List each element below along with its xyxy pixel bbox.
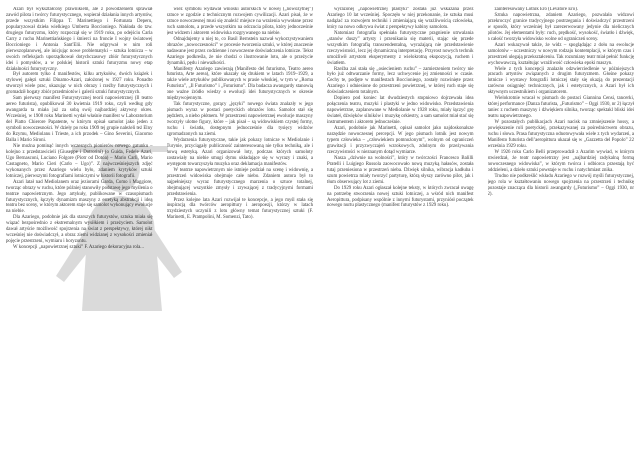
paragraph: Natomiast fotografia spełniała futurystyczne pragnienie utrwalania „stanów duszy” artysty i przenikania się materii, stając się przede wszystkim fotografią transcendentalną, wyrażającą nie przedstawienie rzeczywistości, lecz jej dynamiczną interpretację. Przyrost nowych technik umożliwił artystom eksperymenty z wielokrotną ekspozycją, ruchem i światłem.	[327, 30, 474, 66]
paragraph: W teatrze napowietrznym nie istnieje podział na scenę i widownię, a przestrzeń widowiska obejmuje całe niebo. Zdaniem autora był to najpełniejszy wyraz futurystycznego marzenia o sztuce totalnej, obejmującej wszystkie zmysły i zrywającej z tradycyjnymi formami przedstawienia.	[166, 167, 313, 197]
paragraph: Sam pierwszy manifest Futurystycznej teorii napowietrznej (Il teatro aereo futurista), opublikował 30 kwietnia 1919 roku, czyli według gdy awangarda ta miała już za sobą swój najbardziej aktywny okres. Wcześniej, w 1908 roku Marinetti wydał właśnie manifest w Laboratorium del Piatto Chierore Papatente, w którym opisał samolot jako jeden z symboli nowoczesności. W dzieły po roku 1909 tej grupie należeli też Elny do Rzymu, Mediolanu i Trieste, a ich przodek – Gino Severini, Giacomo Balla i Mario Sironi.	[6, 96, 153, 143]
paragraph: Był autorem tylko 4 manifestów, kilku artykułów, dwóch książek i stylowej gałęzi sztuki Dinamo-Azari, założonej w 1927 roku. Ponadto stworzył wiele prac, ukazując w nich obrazy i rzeźby futurystycznych i gromadził bogaty zbiór przedmiotów i galerii sztuki futurystycznych.	[6, 72, 153, 96]
text-column-3	[327, 7, 474, 448]
text-column-4	[488, 7, 635, 448]
paragraph: Przez kolejne lata Azari rozwijał te koncepcje, a jego myśl stała się inspiracją dla twórców aeropittury i aeropoezji, którzy w latach trzydziestych uczynili z lotu główny temat futurystycznej sztuki (F. Marinetti, E. Prampolini, M. Somenzi, Tato).	[166, 197, 313, 221]
paragraph: Wielokrotnie wracał w pismach do postaci Giannina Censi, tancerki, której performance (Danza futurista, „Futurismo” – Oggi 1930, nr 2) łączył taniec z ruchem maszyny i dźwiękiem silnika, tworząc spektakl bliski idei teatru napowietrznego.	[487, 96, 634, 120]
paragraph: W koncepcji „napowietrznej sztuki” F. Azariego dekoracyjna rola...	[13, 245, 144, 251]
paragraph: Nasza „dziwnie na wolności”, który w twórczości Francesco Balilli Pratelli i Luigiego Russola zaowocowało nową muzyką hałasów, została tutaj przeniesiona w przestrzeń nieba. Dźwięk silnika, wibracja kadłuba i szum powietrza miały tworzyć partyturę, którą słyszy zarówno pilot, jak i tłum obserwujący lot z ziemi.	[327, 155, 474, 185]
paragraph: Sztuka napowietrzna, zdaniem Azariego, pozwalała widzowi przekroczyć granice tradycyjnego postrzegania i doświadczyć przestrzeni w sposób, który wcześniej był zarezerwowany jedynie dla nielicznych pilotów. Jej elementami były: ruch, prędkość, wysokość, światło i dźwięk, a całość tworzyła widowisko wolne od ograniczeń sceny.	[487, 12, 634, 42]
text-column-1	[6, 7, 153, 448]
paragraph: wież symbolu wydawał wnioski autorskich w nowej („nowożytnej”) sztuce w zgodzie z technicznym rozwojem cywilizacji. Azari pisał, że w sztuce nowoczesnej musi się znaleźć miejsce na wrażenia wywołane przez ruch samolotu, a przede wszystkim na odczucia pilota, który jednocześnie jest widzem i aktorem widowiska rozgrywanego na niebie.	[166, 7, 313, 36]
paragraph: Trudno nie podkreślić wkładu Azariego w rozwój myśli futurystycznej, jego rola w kształtowaniu nowego spojrzenia na przestrzeń i technikę pozostaje znacząca dla historii awangardy („Futurismo” – Oggi 1930, nr 2).	[487, 173, 634, 197]
paragraph: Dla Azariego, podobnie jak dla starszych futurystów, sztuka miała się wiązać bezpośrednio z ekstremalnym wysiłkiem i przeżyciem. Samolot dawał artyście możliwość spojrzenia na świat z perspektywy, której nikt wcześniej nie doświadczył, a obraz ziemi widzianej z wysokości zmieniał pojęcie przestrzeni, wymiaru i horyzontu.	[6, 215, 153, 245]
paragraph: Nie można pominąć innych wczesnych pionierów nowego gatunku – kolejno z przedstawicieli (Giuseppe i Dotrorini) (o Guida, Fedele Azari, Ugo Bernasconi, Luciano Folgore (Piotr od Dotoa) – Mario Carli, Mario Castagneto, Mario Cieri (Carlo – Ugo)”. Z najwcześniejszych zdjęć wykonanych przez Azariego wielu było, zdaniem krytyków sztuki lotniczej, pierwszymi fotografiami lotniczymi w historii fotografii.	[6, 143, 153, 179]
paragraph: Azari był wykształcony prawnikiem, ale z powodzeniem sprawiał zawód pilota i twórcy futurystycznego, wspierał działania innych artystów, przede wszystkim Filippa T. Marinettiego i Fortunata Deperu, popularyzował dzieła wielkiego Umberta Boccioniego. Nakłada do tzw. drugiego futuryzmu, który rozpoczął się w 1919 roku, po odejściu Carla Carry z ruchu Marinettiańskiego i śmierci na froncie I wojny światowej Boccioniego i Antonia Sant'Elii. Nie odgrywał w nim roli pierwszoplanowej, ale inicjując nowe problematyki – sztuka lotnicza – w swoich refleksjach uporządkował dotychczasowy zbiór futurystycznych idei i pomysłów, a w polskiej historii sztuki futuryzmu nowy etap działalności futurystyczny.	[6, 7, 153, 72]
paragraph: zainteresowany Lotnik Ero (Levatore Ero).	[494, 7, 579, 12]
paragraph: Wydarzenia futurystyczne, takie jak pokazy lotnicze w Mediolanie i Turynie, przyciągały publiczność zainteresowaną nie tylko techniką, ale i nową estetyką. Azari organizował loty, podczas których samoloty zostawiały na niebie smugi dymu układające się w wyrazy i znaki, a występom towarzyszyła muzyka oraz deklamacja manifestów.	[166, 137, 313, 167]
paragraph: Dopiero pod koniec lat dwudziestych stopniowo dojrzewała idea połączenia teatru, muzyki i plastyki w jedno widowisko. Przedstawienia napowietrzne, zaplanowane w Mediolanie w 1928 roku, miały łączyć grę świateł, dźwięków silników i muzykę orkiestry, a sam samolot miał stać się instrumentem i aktorem jednocześnie.	[327, 96, 474, 126]
text-column-2	[167, 7, 314, 448]
paragraph: wyrażonej „napowietrznej plastyki” została już wskazana przez Azariego 10 lat wcześniej. Spoczęło w niej przekonanie, że sztuka musi nadążać za rozwojem techniki i zmieniającą się wrażliwością człowieka, który na nowo odkrywa świat z perspektywy kabiny samolotu.	[327, 7, 474, 30]
paragraph: Wiele z tych koncepcji znalazło odzwierciedlenie w późniejszych pracach artystów związanych z drugim futuryzmem. Głośne pokazy lotnicze i wystawy fotografii lotniczej stały się okazją do prezentacji zarówno osiągnięć technicznych, jak i estetycznych, a Azari był ich aktywnym uczestnikiem i organizatorem.	[487, 66, 634, 96]
paragraph: Azari, podobnie jak Marinetti, opisał samolot jako najdoskonalsze narzędzie nowoczesnej percepcji. W jego pismach lotnik jest nowym typem człowieka – „człowiekiem pomnożonym”, wolnym od ograniczeń grawitacji i przyzwyczajeń wzrokowych, zdolnym do przeżywania rzeczywistości w nieznanym dotąd wymiarze.	[327, 126, 474, 155]
paragraph: Do 1929 roku Azari ogłaszał kolejne teksty, w których zwracał uwagę na potrzebę stworzenia nowej sztuki lotniczej, a wśród nich manifest Aeropittura, podpisany wspólnie z innymi futurystami, przyniósł początek nowego nurtu plastycznego (manifest futurystów z 1929 roku).	[327, 185, 474, 209]
paragraph: Azari latał nad Mediolanem oraz jeziorami Garda, Como i Maggiore, tworząc obrazy w ruchu, które później stanowiły podstawę jego myślenia o teatrze napowietrznym. Jego artykuły, publikowane w czasopismach futurystycznych, łączyły dynamizm maszyny z estetyką abstrakcji i ideą teatru bez sceny, w którym aktorem staje się samolot wykonujący ewolucje na niebie.	[6, 179, 153, 215]
paragraph: Manifesty Azariego zawierają (Manifesto del futurismo, Teatro aereo futurista, Arte aerea), które ukazały się drukiem w latach 1919–1929, a także wiele artykułów publikowanych w prasie włoskiej, w tym w „Roma Futurista”, „Il Futurismo” i „Futurismo”. Dla badacza awangardy stanowią one ważne źródło wiedzy o ewolucji idei futurystycznych w okresie międzywojennym.	[166, 66, 313, 102]
paragraph: W 1926 roku Carlo Belli przeprowadził z Azarim wywiad, w którym stwierdzał, że teatr napowietrzny jest „najbardziej radykalną formą nowoczesnego widowiska”, w którym twórca i odbiorca przestają być oddzieleni, a dzieło sztuki powstaje w ruchu i natychmiast znika.	[487, 149, 634, 173]
paragraph: Azari wskazywał także, że widz – spoglądając z dołu na ewolucje samolotów – uczestniczy w nowym rodzaju kontemplacji, w którym czas i przestrzeń ulegają przekształceniu. Tak rozumiany teatr miał pełnić funkcję wychowawczą, kształtując wrażliwość człowieka epoki maszyn.	[487, 42, 634, 66]
paragraph: Odnajdujemy u niej to, co Basil Bernstein nazwał wykorzystywaniem obrazów „nowoczesności” w procesie tworzenia sztuki, w której znaczenie nadawane jest przez codzienne i nowoczesne doświadczenia lotnicze. Tekst Azariego podkreśla, że nie chodzi o ilustrowanie lotu, ale o przeżycie dynamiki, pędu i nieważkości.	[166, 36, 313, 66]
paragraph: Tak futurystyczne, gorący „języki” nowego świata znalazły w jego pismach wyraz w postaci poetyckich obrazów lotu. Samolot stał się pędzlem, a niebo płótnem. W przestrzeni napowietrznej ewolucje maszyny tworzyły ulotne figury, które – jak pisał – są widowiskiem czystej formy, ruchu i światła, dostępnym jednocześnie dla tysięcy widzów zgromadzonych na ziemi.	[166, 102, 313, 138]
paragraph: W pozostałych publikacjach Azari nacisk na zmniejszenie hossy, a powiększenie roli poetyckiej, przekazywanej za pośrednictwem obrazu, ruchu i słowa. Prasa futurystyczna odnotowywała wiele z tych wydarzeń, a Manifesto futurista dell’aeropittura ukazał się w „Gazzetta del Popolo” 22 września 1929 roku.	[487, 120, 634, 149]
paragraph: Rzeźba zaś stała się „osiecieniem ruchu” – zamierzeniem twórcy nie było już odtwarzanie formy, lecz uchwycenie jej zmienności w czasie. Cechy te, podjęte w manifestach Boccioniego, zostały rozwinięte przez Azariego i odniesione do przestrzeni powietrznej, w której ruch staje się doświadczeniem totalnym.	[327, 66, 474, 96]
